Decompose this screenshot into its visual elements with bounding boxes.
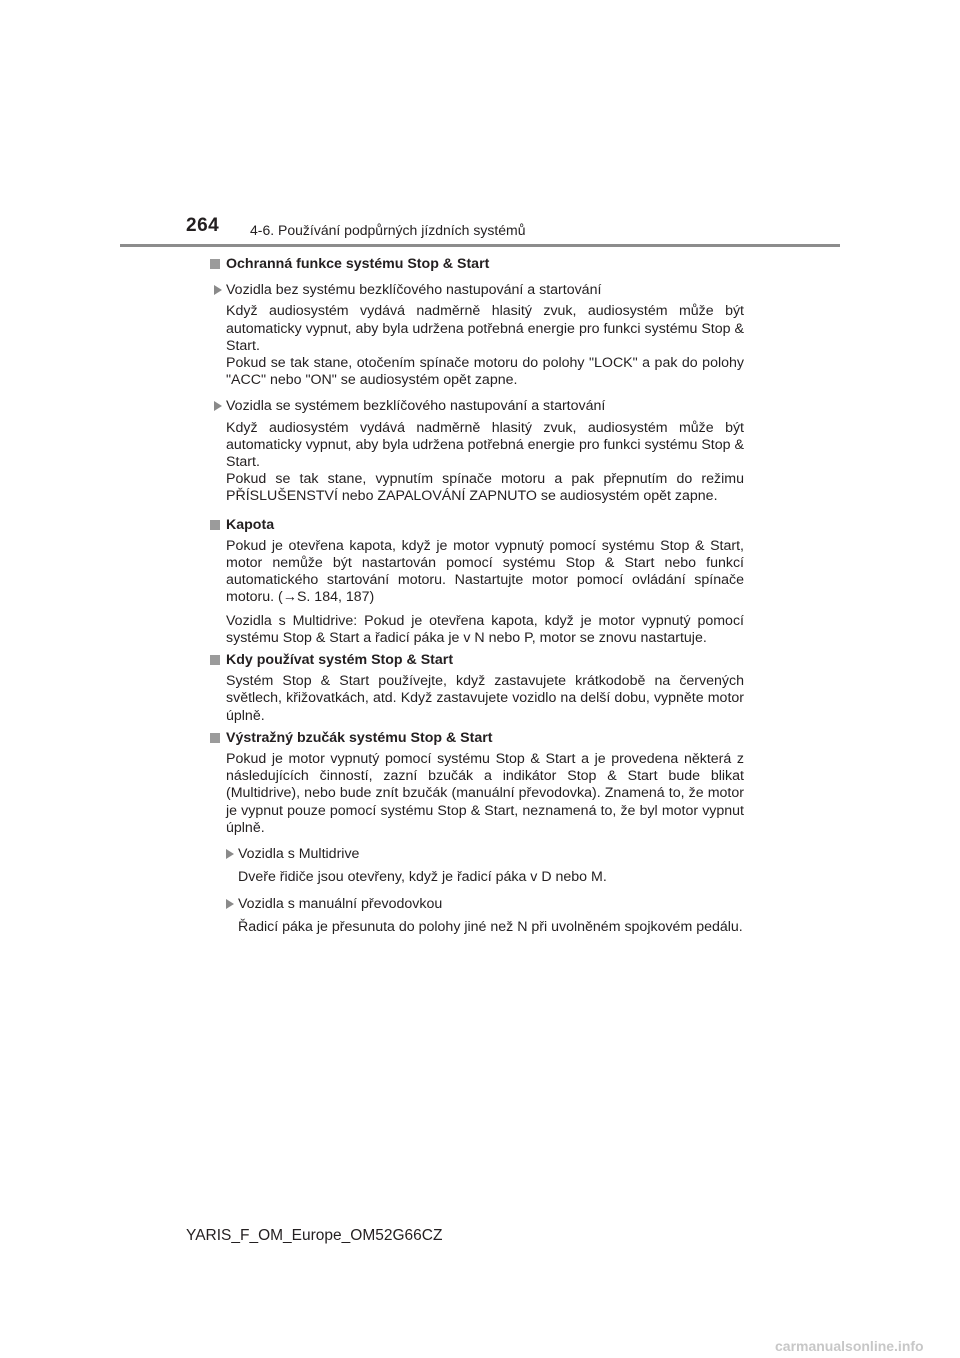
subheading-text: Vozidla se systémem bezklíčového nastupování a startování <box>226 398 606 415</box>
heading-text: Kapota <box>226 516 275 533</box>
heading-text: Výstražný bzučák systému Stop & Start <box>226 729 493 746</box>
heading-warning-buzzer <box>210 730 744 747</box>
paragraph: Pokud je motor vypnutý pomocí systému Stop & Start a je provedena některá z následujících činností, zazní bzučák a indikátor Stop & Start bude blikat (Multidrive), nebo bude znít bzučák (manuální převodovka). Znamená to, že motor je vypnut pouze pomocí systému Stop & Start, neznamená to, že byl motor vypnut úplně. <box>226 751 744 836</box>
paragraph: Vozidla s Multidrive: Pokud je otevřena kapota, když je motor vypnutý pomocí systému Stop & Start a řadicí páka je v N nebo P, motor se znovu nastartuje. <box>226 612 744 646</box>
subheading-without-keyless <box>210 282 744 299</box>
paragraph: Systém Stop & Start používejte, když zastavujete krátkodobě na červených světlech, křižovatkách, atd. Když zastavujete vozidlo na delší dobu, vypněte motor úplně. <box>226 673 744 724</box>
triangle-bullet-icon <box>226 849 234 859</box>
heading-hood <box>210 517 744 534</box>
triangle-bullet-icon <box>214 285 222 295</box>
paragraph: Dveře řidiče jsou otevřeny, když je řadicí páka v D nebo M. <box>238 869 607 886</box>
heading-text: Ochranná funkce systému Stop & Start <box>226 256 490 272</box>
subheading-text: Vozidla bez systému bezklíčového nastupování a startování <box>226 282 602 299</box>
paragraph: Pokud je otevřena kapota, když je motor vypnutý pomocí systému Stop & Start, motor nemůže být nastartován pomocí systému Stop & Start nebo funkcí automatického startování motoru. Nastartujte motor pomocí ovládání spínače motoru. (→S. 184, 187) <box>226 537 744 606</box>
document-code: YARIS_F_OM_Europe_OM52G66CZ <box>186 1227 443 1244</box>
subheading-manual-transmission <box>222 896 744 913</box>
paragraph: Když audiosystém vydává nadměrně hlasitý zvuk, audiosystém může být automaticky vypnut, aby byla udržena potřebná energie pro funkci systému Stop & Start. Pokud se tak stane, vypnutím spínače motoru a pak přepnutím do režimu PŘÍSLUŠENSTVÍ nebo ZAPALOVÁNÍ ZAPNUTO se audiosystém opět zapne. <box>226 419 744 505</box>
square-bullet-icon <box>210 259 220 269</box>
paragraph: Když audiosystém vydává nadměrně hlasitý zvuk, audiosystém může být automaticky vypnut, aby byla udržena potřebná energie pro funkci systému Stop & Start. Pokud se tak stane, otočením spínače motoru do polohy "LOCK" a pak do polohy "ACC" nebo "ON" se audiosystém opět zapne. <box>226 303 744 389</box>
square-bullet-icon <box>210 655 220 665</box>
square-bullet-icon <box>210 733 220 743</box>
subheading-with-keyless <box>210 398 744 415</box>
page-number: 264 <box>186 215 220 236</box>
section-title: 4-6. Používání podpůrných jízdních systémů <box>250 222 526 238</box>
triangle-bullet-icon <box>226 899 234 909</box>
heading-when-to-use <box>210 652 744 669</box>
subheading-text: Vozidla s Multidrive <box>238 846 360 863</box>
subheading-multidrive <box>222 846 744 863</box>
subheading-text: Vozidla s manuální převodovkou <box>238 895 443 912</box>
header-divider <box>120 244 840 247</box>
heading-text: Kdy používat systém Stop & Start <box>226 652 454 669</box>
heading-stop-start-protection <box>210 256 744 273</box>
watermark: carmanualsonline.info <box>775 1338 924 1354</box>
paragraph: Řadicí páka je přesunuta do polohy jiné než N při uvolněném spojkovém pedálu. <box>238 918 743 935</box>
triangle-bullet-icon <box>214 401 222 411</box>
page-content <box>210 256 744 936</box>
square-bullet-icon <box>210 520 220 530</box>
